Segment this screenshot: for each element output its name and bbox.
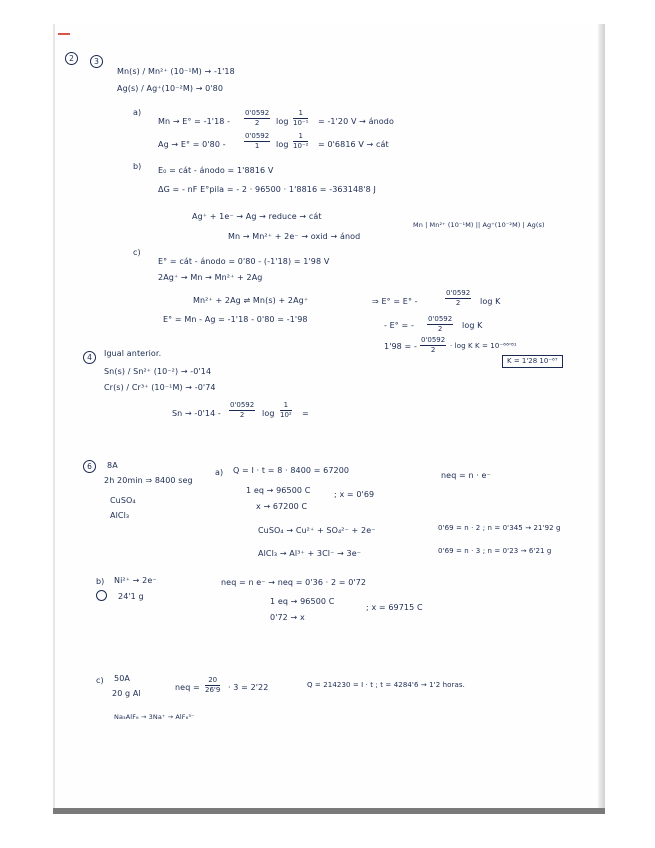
paper-right-edge	[598, 24, 605, 814]
c6-fraction-den: 2	[437, 325, 443, 333]
c6-lhs: - E° = -	[384, 321, 414, 330]
c-reaction-line: 2Ag⁺ → Mn → Mn²⁺ + 2Ag	[158, 273, 263, 282]
q6-part-c-label: c)	[96, 676, 104, 685]
q4-fraction	[229, 402, 255, 419]
q6-c-current: 50A	[114, 674, 130, 683]
paper-bottom-shadow	[53, 808, 605, 814]
a1-fraction	[244, 110, 270, 127]
b-ecell-line: E₀ = cát - ánodo = 1'8816 V	[158, 166, 274, 175]
a1-log-num: 1	[293, 110, 308, 119]
q6-current: 8A	[107, 461, 118, 470]
paper-left-edge	[53, 24, 55, 814]
a1-log-den: 10⁻¹	[293, 119, 309, 127]
a2-rhs: = 0'6816 V → cát	[318, 140, 389, 149]
q6-al-result: 0'69 = n · 3 ; n = 0'23 → 6'21 g	[438, 547, 552, 555]
q4-fraction-den: 2	[239, 411, 245, 419]
q4-log-den: 10²	[280, 411, 292, 419]
half-reaction-mn: Mn → Mn²⁺ + 2e⁻ → oxid → ánod	[228, 232, 361, 241]
a1-lhs: Mn → E° = -1'18 -	[158, 117, 231, 126]
a1-rhs: = -1'20 V → ánodo	[318, 117, 394, 126]
part-b-label: b)	[133, 162, 142, 171]
q4-eq-rhs: =	[302, 409, 309, 418]
c-e0-reverse: E° = Mn - Ag = -1'18 - 0'80 = -1'98	[163, 315, 308, 324]
q6-b-circle-mark	[96, 590, 107, 601]
q6-part-a-label: a)	[215, 468, 224, 477]
q6-alcl3: AlCl₃	[110, 511, 130, 520]
q4-log: log	[262, 409, 275, 418]
c7-lhs: 1'98 = -	[384, 342, 417, 351]
part-c-label: c)	[133, 248, 141, 257]
a2-log: log	[276, 140, 289, 149]
a2-fraction-num: 0'0592	[245, 132, 270, 140]
q6-neq-label: neq = n · e⁻	[441, 471, 491, 480]
c5-lhs: ⇒ E° = E° -	[372, 297, 418, 306]
q6-b-neq: neq = n e⁻ → neq = 0'36 · 2 = 0'72	[221, 578, 367, 587]
c5-rhs: log K	[480, 297, 501, 306]
c7-fraction-num: 0'0592	[421, 336, 446, 344]
c-e0-line: E° = cát - ánodo = 0'80 - (-1'18) = 1'98 V	[158, 257, 330, 266]
q6-ni-line: Ni²⁺ → 2e⁻	[114, 576, 157, 585]
q4-title: Igual anterior.	[104, 349, 162, 358]
half-reaction-ag: Ag⁺ + 1e⁻ → Ag → reduce → cát	[192, 212, 322, 221]
question-2-marker: 2	[65, 52, 78, 65]
q6-c-fraction	[205, 677, 220, 694]
q6-c-neq-lhs: neq =	[175, 683, 200, 692]
q6-part-b-label: b)	[96, 577, 105, 586]
c5-fraction-num: 0'0592	[446, 289, 471, 297]
question-6-marker: 6	[83, 460, 96, 473]
q6-c-cryolite: Na₃AlF₆ → 3Na⁺ → AlF₆³⁻	[114, 713, 195, 721]
c6-rhs: log K	[462, 321, 483, 330]
q4-sn-line: Sn(s) / Sn²⁺ (10⁻²) → -0'14	[104, 367, 212, 376]
mn-couple-line: Mn(s) / Mn²⁺ (10⁻¹M) → -1'18	[117, 67, 235, 76]
a2-log-fraction	[293, 133, 308, 150]
a1-fraction-den: 2	[254, 119, 260, 127]
q4-log-num: 1	[280, 402, 292, 411]
cell-notation: Mn | Mn²⁺ (10⁻¹M) || Ag⁺(10⁻²M) | Ag(s)	[413, 221, 545, 229]
c5-fraction	[445, 290, 471, 307]
q6-cu-equation: CuSO₄ → Cu²⁺ + SO₄²⁻ + 2e⁻	[258, 526, 376, 535]
a2-fraction	[244, 133, 270, 150]
c-answer-box: K = 1'28 10⁻⁶⁷	[502, 355, 563, 368]
q4-eq-lhs: Sn → -0'14 -	[172, 409, 221, 418]
question-3-marker: 3	[90, 55, 103, 68]
q6-ni-mass: 24'1 g	[118, 592, 144, 601]
q6-b-rule2: 0'72 → x	[270, 613, 305, 622]
q6-x-result: ; x = 0'69	[334, 490, 375, 499]
a1-log: log	[276, 117, 289, 126]
c-reverse-reaction: Mn²⁺ + 2Ag ⇌ Mn(s) + 2Ag⁺	[193, 296, 309, 305]
q6-c-fraction-den: 26'9	[205, 686, 221, 694]
q6-cuso4: CuSO₄	[110, 496, 136, 505]
a2-log-den: 10⁻²	[293, 142, 309, 150]
part-a-label: a)	[133, 108, 142, 117]
c7-rhs: · log K K = 10⁻⁶⁶'⁸¹	[450, 342, 517, 350]
q6-al-equation: AlCl₃ → Al³⁺ + 3Cl⁻ → 3e⁻	[258, 549, 362, 558]
c6-fraction	[427, 316, 453, 333]
red-margin-mark	[58, 33, 70, 35]
q6-rule-line2: x → 67200 C	[256, 502, 308, 511]
q4-fraction-num: 0'0592	[230, 401, 255, 409]
q6-c-fraction-num: 20	[205, 677, 220, 686]
a1-log-fraction	[293, 110, 308, 127]
q6-time: 2h 20min ⇒ 8400 seg	[104, 476, 193, 485]
q4-cr-line: Cr(s) / Cr³⁺ (10⁻¹M) → -0'74	[104, 383, 216, 392]
q6-charge-line: Q = I · t = 8 · 8400 = 67200	[233, 466, 350, 475]
q4-log-fraction	[280, 402, 292, 419]
q6-rule-line1: 1 eq → 96500 C	[246, 486, 311, 495]
c7-fraction	[420, 337, 446, 354]
ag-couple-line: Ag(s) / Ag⁺(10⁻²M) → 0'80	[117, 84, 224, 93]
c6-fraction-num: 0'0592	[428, 315, 453, 323]
c5-fraction-den: 2	[455, 299, 461, 307]
q6-c-neq-rhs: · 3 = 2'22	[228, 683, 269, 692]
a2-fraction-den: 1	[254, 142, 260, 150]
a2-lhs: Ag → E° = 0'80 -	[158, 140, 226, 149]
q6-b-rule1: 1 eq → 96500 C	[270, 597, 335, 606]
a2-log-num: 1	[293, 133, 308, 142]
a1-fraction-num: 0'0592	[245, 109, 270, 117]
b-deltag-line: ΔG = - nF E°pila = - 2 · 96500 · 1'8816 = -363148'8 J	[158, 185, 376, 194]
q6-c-time: Q = 214230 = I · t ; t = 4284'6 → 1'2 horas.	[307, 681, 465, 689]
q6-c-mass: 20 g Al	[112, 689, 141, 698]
q6-cu-result: 0'69 = n · 2 ; n = 0'345 → 21'92 g	[438, 524, 561, 532]
question-4-marker: 4	[83, 351, 96, 364]
q6-b-result: ; x = 69715 C	[366, 603, 423, 612]
c7-fraction-den: 2	[430, 346, 436, 354]
